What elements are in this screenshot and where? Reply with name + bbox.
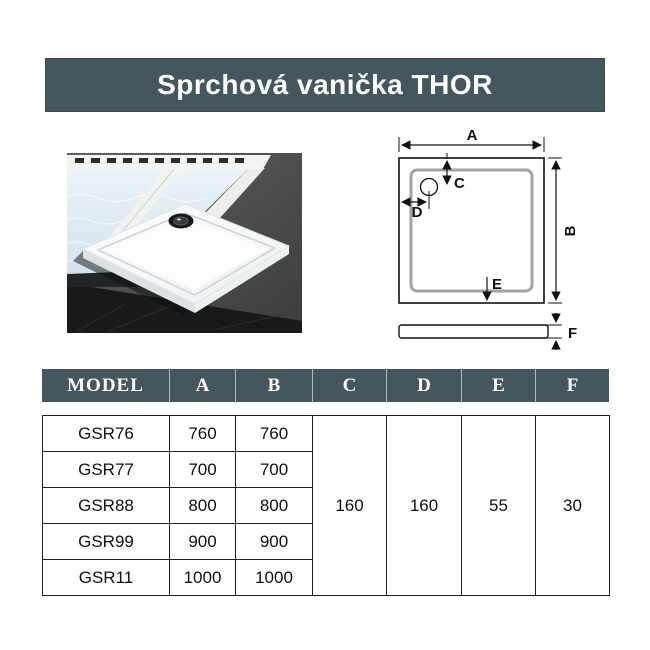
header-cell-f: F xyxy=(535,369,609,402)
dim-label-e: E xyxy=(492,276,503,293)
spec-table-header xyxy=(42,369,609,402)
title-banner xyxy=(45,58,605,112)
dim-e-merged-cell: 55 xyxy=(462,416,536,596)
header-cell-a: A xyxy=(169,369,235,402)
dim-f-merged-cell: 30 xyxy=(536,416,610,596)
dim-b-cell: 700 xyxy=(236,452,313,488)
dim-label-f: F xyxy=(568,325,578,342)
model-cell: GSR76 xyxy=(43,416,170,452)
dim-a-cell: 760 xyxy=(170,416,236,452)
dim-b-cell: 760 xyxy=(236,416,313,452)
header-cell-d: D xyxy=(386,369,461,402)
header-cell-e: E xyxy=(461,369,535,402)
header-cell-b: B xyxy=(235,369,312,402)
drain-icon xyxy=(169,214,194,229)
model-cell: GSR11 xyxy=(43,560,170,596)
dim-label-c: C xyxy=(454,175,465,192)
header-cell-c: C xyxy=(312,369,386,402)
spec-table-body xyxy=(42,415,610,596)
product-photo xyxy=(67,153,302,333)
model-cell: GSR88 xyxy=(43,488,170,524)
spec-table xyxy=(42,369,609,596)
dimension-diagram xyxy=(388,125,600,360)
dim-a-cell: 1000 xyxy=(170,560,236,596)
dim-b-cell: 800 xyxy=(236,488,313,524)
dim-b-cell: 900 xyxy=(236,524,313,560)
dim-d-merged-cell: 160 xyxy=(387,416,462,596)
dim-label-d: D xyxy=(411,204,423,221)
dim-a-cell: 700 xyxy=(170,452,236,488)
dim-a-cell: 900 xyxy=(170,524,236,560)
dim-a-cell: 800 xyxy=(170,488,236,524)
tray-side-view xyxy=(399,325,548,338)
dim-label-a: A xyxy=(466,127,478,144)
dim-c-merged-cell: 160 xyxy=(313,416,387,596)
dim-label-b: B xyxy=(562,225,579,237)
dim-b-cell: 1000 xyxy=(236,560,313,596)
model-cell: GSR99 xyxy=(43,524,170,560)
model-cell: GSR77 xyxy=(43,452,170,488)
tray-outline xyxy=(399,158,544,303)
header-cell-model: MODEL xyxy=(67,374,144,396)
page-title: Sprchová vanička THOR xyxy=(157,69,493,100)
table-row xyxy=(43,416,610,452)
